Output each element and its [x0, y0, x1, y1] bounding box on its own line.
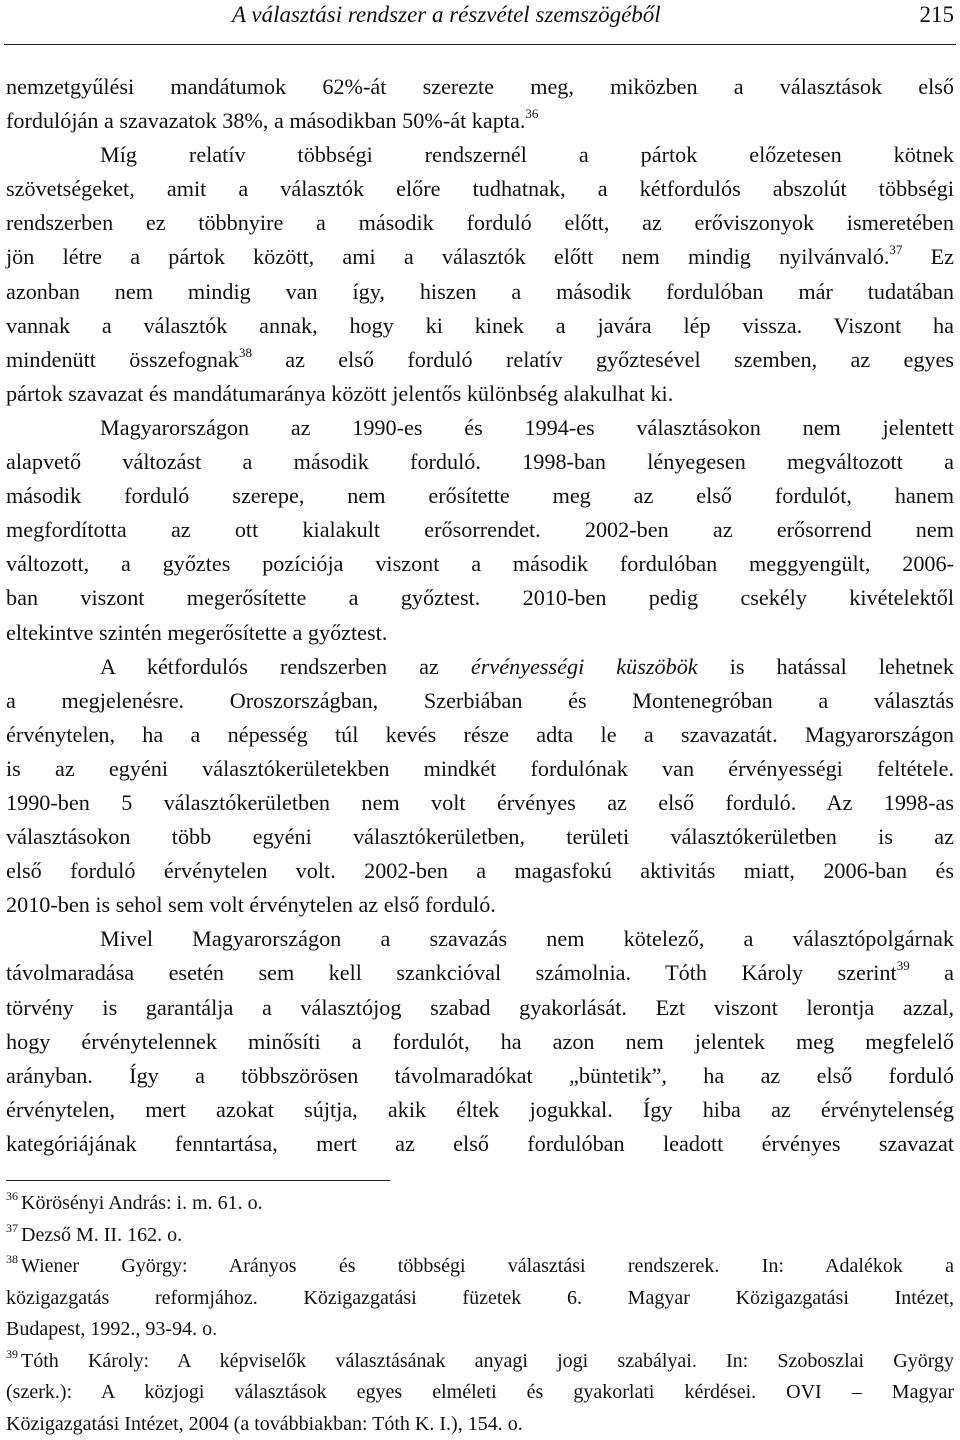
text-line: A kétfordulós rendszerben az érvényességi küszöbök is hatással lehetnek [100, 653, 954, 679]
footnote-rule [6, 1180, 390, 1181]
text-line: távolmaradása esetén sem kell szankcióval számolnia. Tóth Károly szerint$^{39}$ a [6, 958, 954, 986]
text-line: fordulóján a szavazatok 38%, a másodikban 50%-át kapta.$^{36}$ [6, 106, 539, 134]
footnote-ref-38[interactable]: 38 [238, 344, 252, 360]
header-rule [4, 44, 956, 45]
text-line: kategóriájának fenntartása, mert az első fordulóban leadott érvényes szavazat [6, 1130, 954, 1156]
footnote-ref-39[interactable]: 39 [896, 958, 910, 974]
text-line: érvénytelen, mert azokat sújtja, akik éltek jogukkal. Így hiba az érvénytelenség [6, 1096, 954, 1122]
footnote-39-line: Közigazgatási Intézet, 2004 (a továbbiakban: Tóth K. I.), 154. o. [6, 1412, 523, 1435]
text-line: mindenütt összefognak$^{38}$ az első forduló relatív győztesével szemben, az egyes [6, 344, 954, 372]
body-text [6, 70, 954, 1161]
text-line: második forduló szerepe, nem erősítette meg az első fordulót, hanem [6, 483, 954, 509]
text-line: szövetségeket, amit a választók előre tudhatnak, a kétfordulós abszolút többségi [6, 176, 954, 202]
text-line: első forduló érvénytelen volt. 2002-ben a magasfokú aktivitás miatt, 2006-ban és [6, 858, 954, 884]
footnote-36: $^{36}$ Körösényi András: i. m. 61. o. [6, 1189, 263, 1214]
text-line: érvénytelen, ha a népesség túl kevés része adta le a szavazatát. Magyarországon [6, 721, 954, 747]
running-title: A választási rendszer a részvétel szemszögéből [232, 2, 661, 27]
text-line: változott, a győztes pozíciója viszont a második fordulóban meggyengült, 2006- [6, 551, 954, 577]
text-line: 1990-ben 5 választókerületben nem volt érvényes az első forduló. Az 1998-as [6, 789, 954, 815]
text-line: Mivel Magyarországon a szavazás nem kötelező, a választópolgárnak [100, 926, 954, 952]
footnote-ref-37[interactable]: 37 [889, 242, 903, 258]
text-line: jön létre a pártok között, ami a választók előtt nem mindig nyilvánvaló.$^{37}$ Ez [6, 242, 954, 270]
text-line: eltekintve szintén megerősítette a győztest. [6, 619, 388, 645]
text-line: is az egyéni választókerületekben mindkét fordulónak van érvényességi feltétele. [6, 755, 954, 781]
text-line: Magyarországon az 1990-es és 1994-es választásokon nem jelentett [100, 414, 954, 440]
text-line: ban viszont megerősítette a győztest. 2010-ben pedig csekély kivételektől [6, 585, 954, 611]
text-line: választásokon több egyéni választókerületben, területi választókerületben is az [6, 824, 954, 850]
text-line: vannak a választók annak, hogy ki kinek a javára lép vissza. Viszont ha [6, 312, 954, 338]
footnote-ref-36[interactable]: 36 [525, 106, 539, 122]
text-line: arányban. Így a többszörösen távolmaradókat „büntetik”, ha az első forduló [6, 1062, 954, 1088]
footnote-38-line: közigazgatás reformjához. Közigazgatási füzetek 6. Magyar Közigazgatási Intézet, [6, 1286, 954, 1309]
text-line: megfordította az ott kialakult erősorrendet. 2002-ben az erősorrend nem [6, 517, 954, 543]
text-line: rendszerben ez többnyire a második forduló előtt, az erőviszonyok ismeretében [6, 210, 954, 236]
page-number: 215 [919, 2, 954, 27]
text-line: pártok szavazat és mandátumaránya között jelentős különbség alakulhat ki. [6, 380, 674, 406]
footnotes [6, 1188, 954, 1440]
text-line: alapvető változást a második forduló. 1998-ban lényegesen megváltozott a [6, 449, 954, 475]
footnote-38: $^{38}$ Wiener György: Arányos és többségi választási rendszerek. In: Adalékok a [6, 1252, 954, 1277]
footnote-39: $^{39}$ Tóth Károly: A képviselők választásának anyagi jogi szabályai. In: Szoboszlai György [6, 1346, 954, 1372]
emphasized-term: érvényességi küszöbök [470, 653, 698, 679]
text-line: törvény is garantálja a választójog szabad gyakorlását. Ezt viszont lerontja azzal, [6, 994, 954, 1020]
footnote-39-line: (szerk.): A közjogi választások egyes elméleti és gyakorlati kérdései. OVI – Magyar [6, 1381, 954, 1403]
text-line: Míg relatív többségi rendszernél a pártok előzetesen kötnek [100, 142, 954, 168]
text-line: azonban nem mindig van így, hiszen a második fordulóban már tudatában [6, 278, 954, 304]
footnote-37: $^{37}$ Dezső M. II. 162. o. [6, 1220, 183, 1246]
text-line: a megjelenésre. Oroszországban, Szerbiában és Montenegróban a választás [6, 687, 954, 713]
text-line: 2010-ben is sehol sem volt érvénytelen az első forduló. [6, 892, 496, 918]
footnote-38-line: Budapest, 1992., 93-94. o. [6, 1318, 218, 1340]
text-line: nemzetgyűlési mandátumok 62%-át szerezte meg, miközben a választások első [6, 74, 954, 99]
text-line: hogy érvénytelennek minősíti a fordulót, ha azon nem jelentek meg megfelelő [6, 1028, 954, 1054]
